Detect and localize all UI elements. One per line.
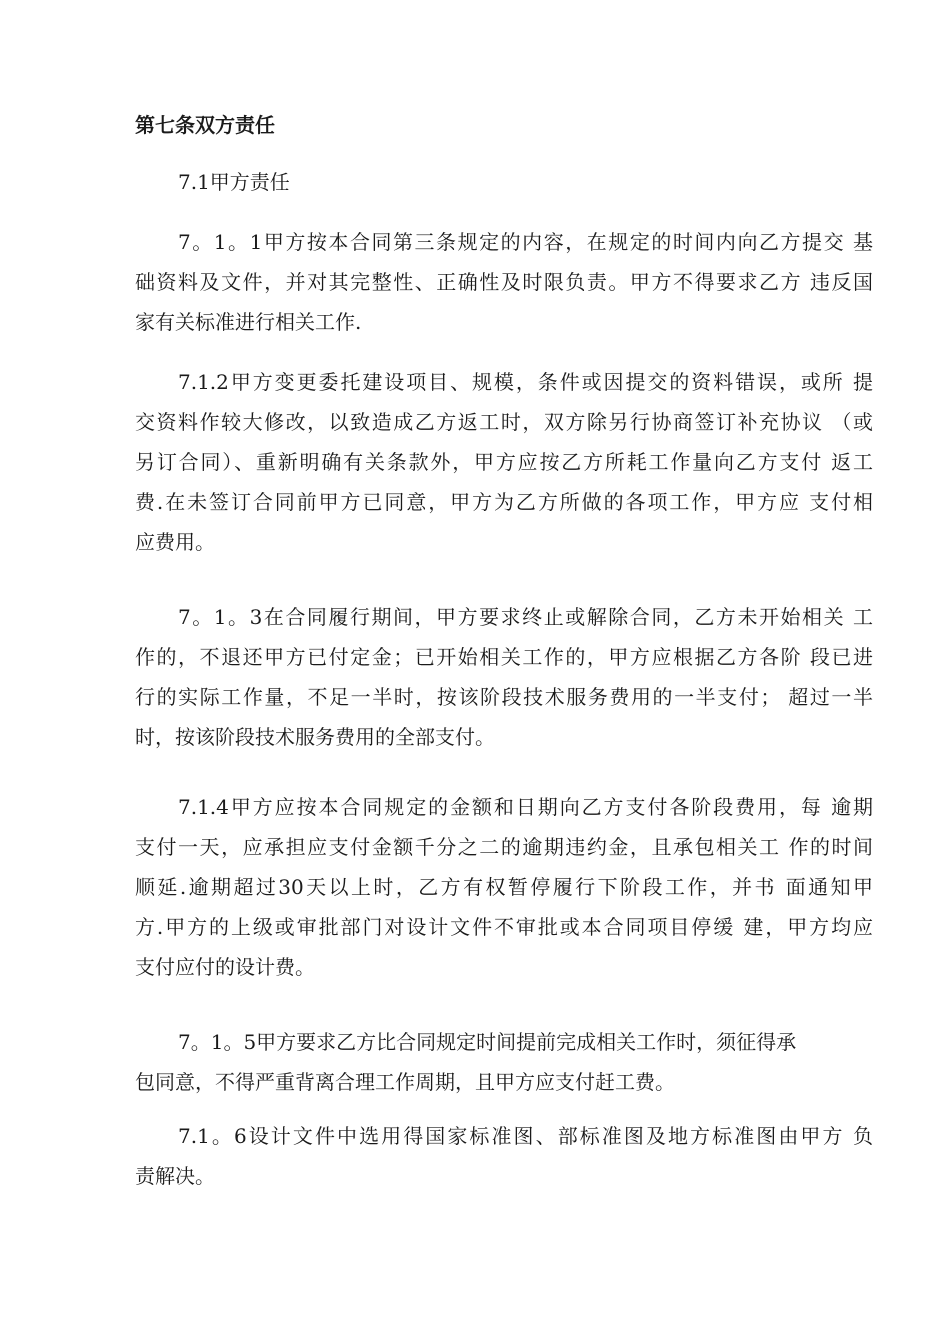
clause-line: 家有关标准进行相关工作.: [135, 310, 362, 334]
clause-7-1-2: [135, 362, 873, 562]
clause-line: 7。1。5甲方要求乙方比合同规定时间提前完成相关工作时，须征得承: [178, 1030, 797, 1054]
clause-line: 应费用。: [135, 530, 215, 554]
clause-line: 时，按该阶段技术服务费用的全部支付。: [135, 725, 495, 749]
section-subheading: 7.1甲方责任: [178, 170, 290, 194]
clause-line: 支付一天，应承担应支付金额千分之二的逾期违约金，且承包相关工 作的时间: [135, 835, 873, 859]
clause-line: 7。1。3在合同履行期间，甲方要求终止或解除合同，乙方未开始相关 工: [178, 605, 873, 629]
clause-line: 7.1.2甲方变更委托建设项目、规模，条件或因提交的资料错误，或所 提: [178, 370, 873, 394]
clause-line: 交资料作较大修改，以致造成乙方返工时，双方除另行协商签订补充协议 （或: [135, 410, 873, 434]
clause-line: 作的，不退还甲方已付定金；已开始相关工作的，甲方应根据乙方各阶 段已进: [135, 645, 873, 669]
clause-7-1-3: [135, 597, 873, 757]
clause-7-1-1: [135, 222, 873, 342]
clause-line: 行的实际工作量，不足一半时，按该阶段技术服务费用的一半支付； 超过一半: [135, 685, 873, 709]
clause-line: 责解决。: [135, 1164, 215, 1188]
clause-line: 7.1.4甲方应按本合同规定的金额和日期向乙方支付各阶段费用，每 逾期: [178, 795, 873, 819]
clause-line: 支付应付的设计费。: [135, 955, 315, 979]
clause-7-1-4: [135, 787, 873, 987]
clause-line: 包同意，不得严重背离合理工作周期，且甲方应支付赶工费。: [135, 1070, 675, 1094]
article-heading: 第七条双方责任: [135, 113, 275, 137]
clause-line: 顺延.逾期超过30天以上时，乙方有权暂停履行下阶段工作，并书 面通知甲: [135, 875, 873, 899]
clause-7-1-5: [135, 1022, 873, 1102]
clause-line: 方.甲方的上级或审批部门对设计文件不审批或本合同项目停缓 建，甲方均应: [135, 915, 873, 939]
clause-line: 7。1。1甲方按本合同第三条规定的内容，在规定的时间内向乙方提交 基: [178, 230, 873, 254]
clause-7-1-6: [135, 1116, 873, 1196]
clause-line: 础资料及文件，并对其完整性、正确性及时限负责。甲方不得要求乙方 违反国: [135, 270, 873, 294]
clause-line: 另订合同）、重新明确有关条款外，甲方应按乙方所耗工作量向乙方支付 返工: [135, 450, 873, 474]
clause-line: 7.1。6设计文件中选用得国家标准图、部标准图及地方标准图由甲方 负: [178, 1124, 873, 1148]
clause-line: 费.在未签订合同前甲方已同意，甲方为乙方所做的各项工作，甲方应 支付相: [135, 490, 873, 514]
